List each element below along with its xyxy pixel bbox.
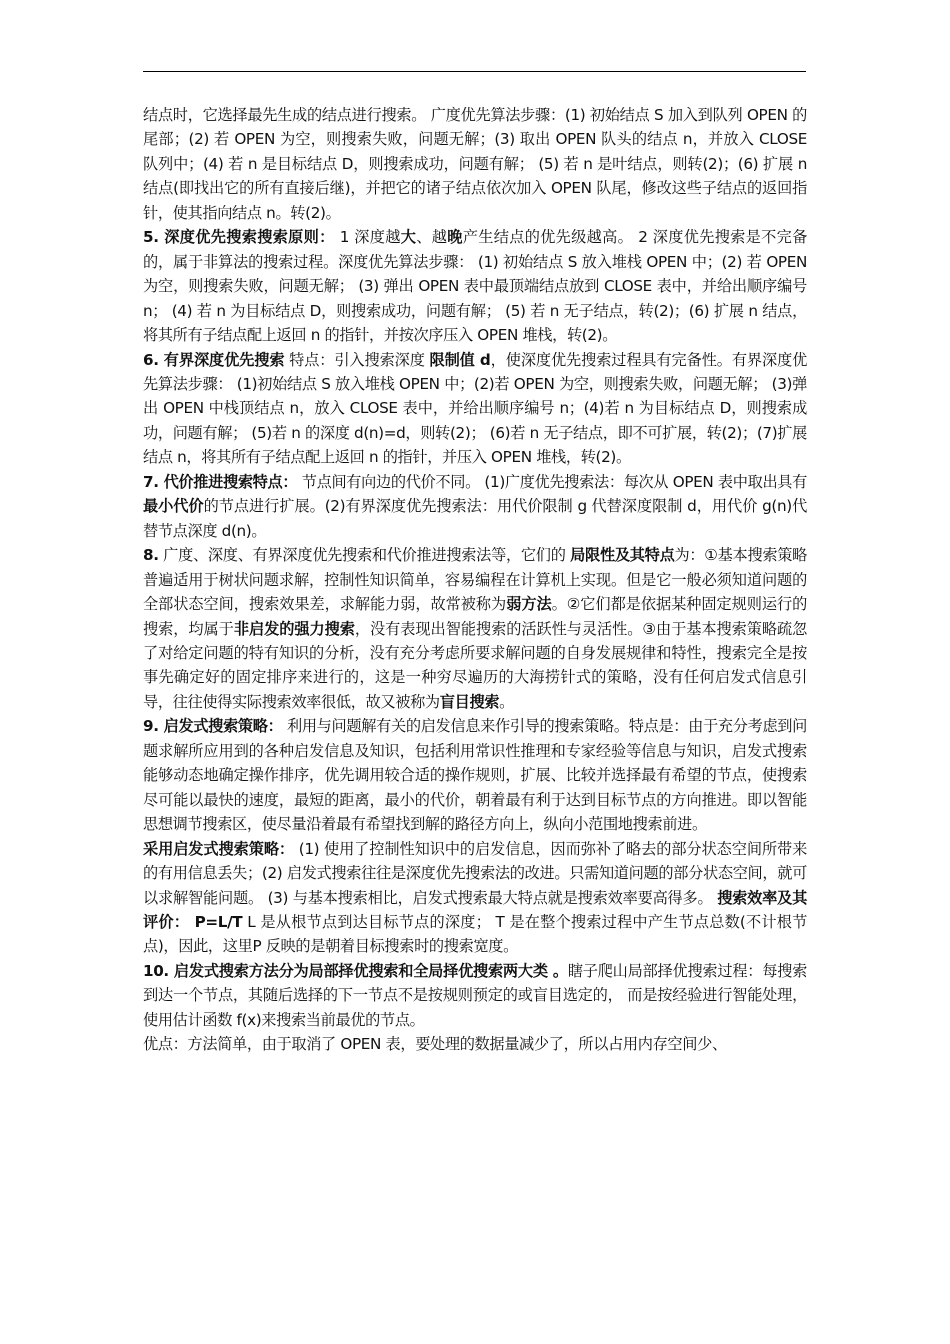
- body-text: 。: [499, 692, 514, 711]
- bold-text: 10. 启发式搜索方法分为局部择优搜索和全局择优搜索两大类 。: [143, 961, 568, 980]
- paragraph: [143, 348, 807, 470]
- body-text: 结点时，它选择最先生成的结点进行搜索。 广度优先算法步骤：(1) 初始结点 S 加入到队列 OPEN 的尾部；(2) 若 OPEN 为空，则搜索失败，问题无解；(3) 取出 OPEN 队头的结点 n，并放入 CLOSE 队列中；(4) 若 n 是目标结点 D，则搜索成功，问题有解； (5) 若 n 是叶结点，则转(2)；(6) 扩展 n 结点(即找出它的所有直接后继)，并把它的诸子结点依次加入 OPEN 队尾，修改这些子结点的返回指针，使其指向结点 n。转(2)。: [143, 106, 807, 222]
- header-rule: [143, 71, 806, 72]
- body-text: L 是从根节点到达目标节点的深度； T 是在整个搜索过程中产生节点总数(不计根节点)，因此，这里P 反映的是朝着目标搜索时的搜索宽度。: [143, 912, 807, 956]
- body-text: 为：①基本搜索策略普遍适用于树状问题求解，控制性知识简单，容易编程在计算机上实现。但是它一般必须知道问题的全部状态空间，搜索效果差，求解能力弱，故常被称为: [143, 546, 807, 614]
- body-text: 特点：引入搜索深度: [284, 350, 430, 369]
- bold-text: 弱方法: [506, 595, 552, 614]
- bold-text: 6. 有界深度优先搜索: [143, 350, 285, 369]
- bold-text: 大: [400, 228, 417, 247]
- paragraph: [143, 959, 807, 1032]
- paragraph: [143, 1032, 807, 1056]
- paragraph: [143, 103, 807, 225]
- bold-text: 限制值 d: [429, 350, 491, 369]
- body-text: 节点间有向边的代价不同。 (1)广度优先搜索法：每次从 OPEN 表中取出具有: [297, 472, 807, 491]
- bold-text: 盲目搜索: [439, 692, 500, 711]
- bold-text: 晚: [447, 228, 463, 247]
- paragraph: [143, 714, 807, 836]
- paragraph: [143, 543, 807, 714]
- bold-text: 7. 代价推进搜索特点：: [143, 472, 298, 491]
- body-text: (1) 使用了控制性知识中的启发信息，因而弥补了略去的部分状态空间所带来的有用信息丢失；(2) 启发式搜索往往是深度优先搜索法的改进。只需知道问题的部分状态空间，就可以求解智能问题。 (3) 与基本搜索相比，启发式搜索最大特点就是搜索效率要高得多。: [143, 839, 807, 907]
- body-text: 的节点进行扩展。(2)有界深度优先搜索法：用代价限制 g 代替深度限制 d，用代价 g(n)代替节点深度 d(n)。: [143, 497, 807, 540]
- document-body: [143, 103, 807, 1057]
- body-text: ，没有表现出智能搜索的活跃性与灵活性。③由于基本搜索策略疏忽了对给定问题的特有知识的分析，没有充分考虑所要求解问题的自身发展规律和特性，搜索完全是按事先确定好的固定排序来进行的，这是一种穷尽遍历的大海捞针式的策略，没有任何启发式信息引导，往往使得实际搜索效率很低，故又被称为: [143, 619, 808, 711]
- body-text: ，使深度优先搜索过程具有完备性。有界深度优先算法步骤： (1)初始结点 S 放入堆栈 OPEN 中；(2)若 OPEN 为空，则搜索失败，问题无解； (3)弹出 OPEN 中栈顶结点 n，放入 CLOSE 表中，并给出顺序编号 n；(4)若 n 为目标结点 D，则搜索成功，问题有解； (5)若 n 的深度 d(n)=d，则转(2)； (6)若 n 无子结点，即不可扩展，转(2)；(7)扩展结点 n，将其所有子结点配上返回 n 的指针，并压入 OPEN 堆栈，转(2)。: [143, 350, 807, 467]
- bold-text: 9. 启发式搜索策略：: [143, 717, 283, 736]
- bold-text: 非启发的强力搜索: [233, 619, 355, 638]
- bold-text: 局限性及其特点: [570, 546, 675, 565]
- body-text: 产生结点的优先级越高。 2 深度优先搜索是不完备的，属于非算法的搜索过程。深度优先算法步骤： (1) 初始结点 S 放入堆栈 OPEN 中；(2) 若 OPEN 为空，则搜索失败，问题无解； (3) 弹出 OPEN 表中最顶端结点放到 CLOSE 表中，并给出顺序编号 n； (4) 若 n 为目标结点 D，则搜索成功，问题有解； (5) 若 n 无子结点，转(2)；(6) 扩展 n 结点，将其所有子结点配上返回 n 的指针，并按次序压入 OPEN 堆栈，转(2)。: [143, 228, 807, 345]
- body-text: 。②它们都是依据某种固定规则运行的搜索，均属于: [143, 595, 808, 638]
- body-text: 瞎子爬山局部择优搜索过程：每搜索到达一个节点，其随后选择的下一节点不是按规则预定的或盲目选定的， 而是按经验进行智能处理，使用估计函数 f(x)来搜索当前最优的节点。: [143, 961, 807, 1029]
- body-text: 利用与问题解有关的启发信息来作引导的搜索策略。特点是：由于充分考虑到问题求解所应用到的各种启发信息及知识，包括利用常识性推理和专家经验等信息与知识，启发式搜索能够动态地确定操作排序，优先调用较合适的操作规则，扩展、比较并选择最有希望的节点，使搜索尽可能以最快的速度，最短的距离，最小的代价，朝着最有利于达到目标节点的方向推进。即以智能思想调节搜索区，使尽量沿着最有希望找到解的路径方向上，纵向小范围地搜索前进。: [143, 717, 807, 834]
- bold-text: 8.: [143, 546, 159, 565]
- paragraph: [143, 470, 807, 543]
- body-text: 广度、深度、有界深度优先搜索和代价推进搜索法等，它们的: [158, 546, 571, 565]
- bold-text: 采用启发式搜索策略：: [143, 839, 295, 858]
- bold-text: 最小代价: [143, 497, 204, 516]
- bold-text: 搜索效率及其评价： P=L/T: [143, 888, 807, 931]
- paragraph: [143, 837, 807, 959]
- body-text: 、越: [416, 228, 448, 247]
- paragraph: [143, 225, 807, 347]
- bold-text: 5. 深度优先搜索搜索原则：: [143, 228, 335, 247]
- body-text: 1 深度越: [334, 228, 401, 247]
- body-text: 优点：方法简单，由于取消了 OPEN 表，要处理的数据量减少了，所以占用内存空间少、: [143, 1035, 727, 1054]
